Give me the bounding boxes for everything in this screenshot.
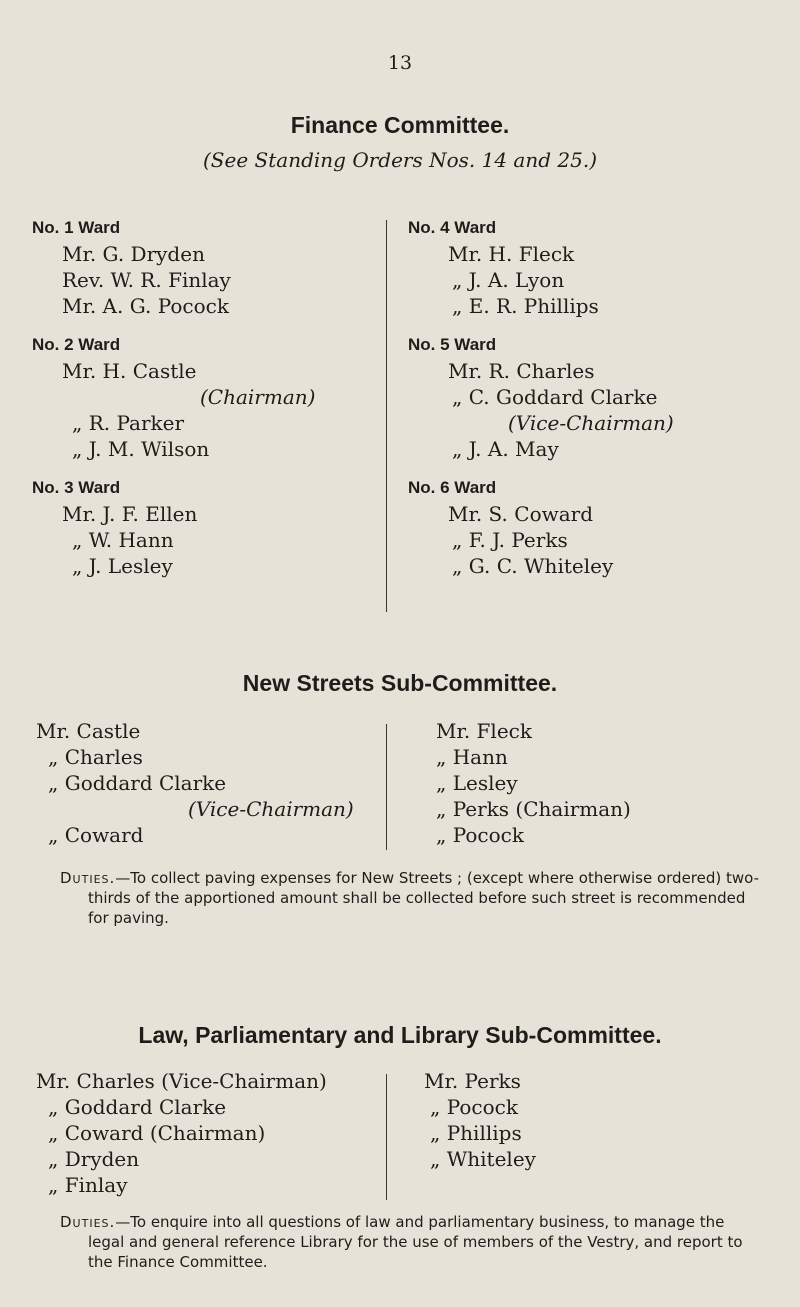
ward-block (408, 332, 674, 462)
member-line: „ Phillips (430, 1121, 522, 1145)
role-line: (Vice-Chairman) (188, 797, 354, 821)
member-line: „ Hann (436, 745, 508, 769)
member-line: Mr. G. Dryden (62, 242, 205, 266)
member-line: Mr. S. Coward (448, 502, 594, 526)
member-line: „ J. A. Lyon (452, 268, 565, 292)
page-number: 13 (387, 52, 413, 74)
column-divider (386, 724, 387, 850)
ward-title: No. 4 Ward (408, 218, 497, 237)
finance-left-column (32, 215, 315, 592)
member-line: „ W. Hann (72, 528, 174, 552)
law-committee-title: Law, Parliamentary and Library Sub-Committee. (138, 1022, 662, 1048)
finance-committee-title: Finance Committee. (290, 112, 510, 138)
duties-text: —To collect paving expenses for New Streets ; (except where otherwise ordered) two-thirds of the apportioned amount shall be collected before such street is recommended for paving. (88, 869, 760, 927)
member-line: Mr. J. F. Ellen (62, 502, 198, 526)
duties-paragraph (60, 868, 760, 928)
member-line: „ Coward (Chairman) (48, 1121, 266, 1145)
member-line: „ G. C. Whiteley (452, 554, 614, 578)
member-line: Rev. W. R. Finlay (62, 268, 231, 292)
member-line: „ Whiteley (430, 1147, 536, 1171)
member-line: Mr. H. Castle (62, 359, 197, 383)
ward-title: No. 3 Ward (32, 478, 121, 497)
member-line: „ Lesley (436, 771, 518, 795)
ward-block (32, 215, 315, 319)
member-line: Mr. H. Fleck (448, 242, 575, 266)
ward-block (32, 475, 315, 579)
member-line: „ E. R. Phillips (452, 294, 599, 318)
member-line: „ Perks (Chairman) (436, 797, 631, 821)
duties-text: —To enquire into all questions of law and parliamentary business, to manage the legal and general reference Library for the use of members of the Vestry, and report to the Finance Committee. (88, 1213, 743, 1271)
ward-block (32, 332, 315, 462)
member-line: Mr. Castle (36, 719, 141, 743)
ward-title: No. 1 Ward (32, 218, 121, 237)
member-line: „ J. A. May (452, 437, 559, 461)
member-line (36, 1068, 327, 1094)
ward-title: No. 5 Ward (408, 335, 497, 354)
duties-label: Duties. (60, 1213, 116, 1231)
member-line: „ J. Lesley (72, 554, 173, 578)
ward-title: No. 2 Ward (32, 335, 121, 354)
finance-right-column (408, 215, 674, 592)
member-line: „ C. Goddard Clarke (452, 385, 658, 409)
member-line: Mr. R. Charles (448, 359, 595, 383)
new-streets-right-column (436, 718, 631, 848)
member-line: Mr. Fleck (436, 719, 532, 743)
duties-label: Duties. (60, 869, 116, 887)
member-line: „ Pocock (430, 1095, 518, 1119)
standing-orders-note: (See Standing Orders Nos. 14 and 25.) (203, 148, 597, 172)
law-right-column (424, 1068, 536, 1172)
law-left-column (36, 1068, 327, 1198)
member-line: „ Charles (48, 745, 143, 769)
member-line: „ R. Parker (72, 411, 185, 435)
column-divider (386, 1074, 387, 1200)
law-duties (60, 1212, 760, 1272)
ward-title: No. 6 Ward (408, 478, 497, 497)
member-line: Mr. Perks (424, 1069, 521, 1093)
new-streets-title: New Streets Sub-Committee. (242, 670, 558, 696)
duties-paragraph (60, 1212, 760, 1272)
member-line: „ Coward (48, 823, 144, 847)
ward-block (408, 475, 674, 579)
ward-block (408, 215, 674, 319)
member-line: „ Pocock (436, 823, 524, 847)
role-line: (Vice-Chairman) (508, 411, 674, 435)
member-line: „ J. M. Wilson (72, 437, 210, 461)
member-text: Mr. Charles (Vice-Chairman) (36, 1069, 327, 1093)
member-line: „ F. J. Perks (452, 528, 568, 552)
member-line: „ Goddard Clarke (48, 1095, 227, 1119)
column-divider (386, 220, 387, 612)
member-line: „ Goddard Clarke (48, 771, 227, 795)
member-line: „ Finlay (48, 1173, 128, 1197)
new-streets-duties (60, 868, 760, 928)
member-line: Mr. A. G. Pocock (62, 294, 229, 318)
new-streets-left-column (36, 718, 354, 848)
role-line: (Chairman) (200, 385, 316, 409)
member-line: „ Dryden (48, 1147, 140, 1171)
